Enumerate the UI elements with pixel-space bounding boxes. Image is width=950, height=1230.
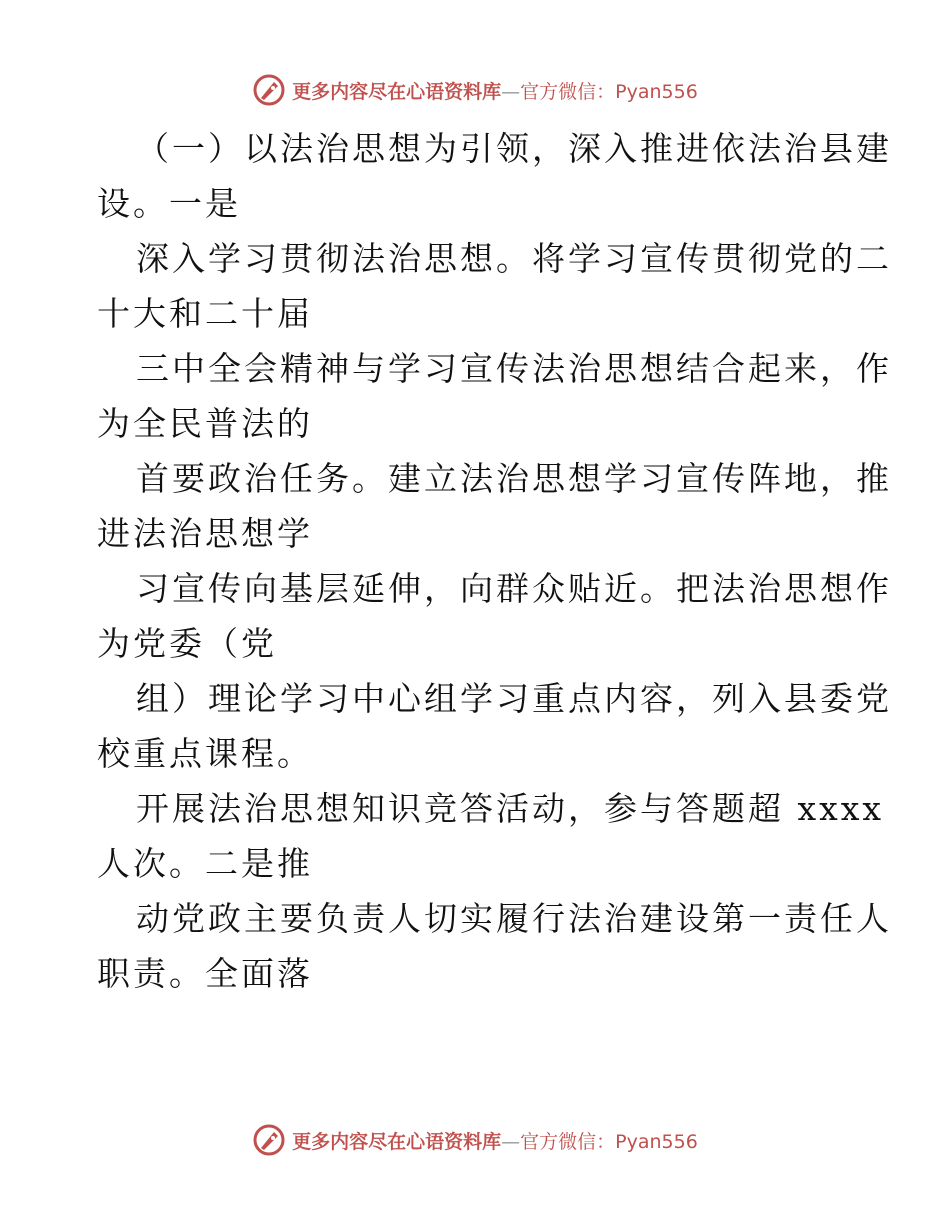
document-body xyxy=(97,121,892,1001)
footer-contact: 官方微信：Pyan556 xyxy=(520,1130,698,1153)
text-line: 职责。全面落 xyxy=(97,954,313,993)
text-line: 深入学习贯彻法治思想。将学习宣传贯彻党的二 xyxy=(136,239,892,278)
text-line: 十大和二十届 xyxy=(97,294,313,333)
footer-brand: 更多内容尽在心语资料库 xyxy=(292,1130,502,1153)
header-banner xyxy=(0,70,950,110)
pen-nib-icon xyxy=(252,1123,286,1157)
text-line: 开展法治思想知识竞答活动，参与答题超 xxxx xyxy=(136,789,884,828)
text-line: 习宣传向基层延伸，向群众贴近。把法治思想作 xyxy=(136,569,892,608)
text-line: 组）理论学习中心组学习重点内容，列入县委党 xyxy=(136,679,892,718)
text-line: （一）以法治思想为引领，深入推进依法治县建 xyxy=(136,129,892,168)
text-line: 进法治思想学 xyxy=(97,514,313,553)
footer-banner xyxy=(0,1120,950,1160)
pen-nib-icon xyxy=(252,73,286,107)
header-contact: 官方微信：Pyan556 xyxy=(520,80,698,103)
text-line: 动党政主要负责人切实履行法治建设第一责任人 xyxy=(136,899,892,938)
text-line: 人次。二是推 xyxy=(97,844,313,883)
header-brand: 更多内容尽在心语资料库 xyxy=(292,80,502,103)
text-line: 首要政治任务。建立法治思想学习宣传阵地，推 xyxy=(136,459,892,498)
text-line: 为全民普法的 xyxy=(97,404,313,443)
header-text xyxy=(292,77,698,104)
text-line: 三中全会精神与学习宣传法治思想结合起来，作 xyxy=(136,349,892,388)
text-line: 为党委（党 xyxy=(97,624,277,663)
footer-text xyxy=(292,1127,698,1154)
text-line: 设。一是 xyxy=(97,184,241,223)
header-separator: — xyxy=(501,80,521,103)
footer-separator: — xyxy=(501,1130,521,1153)
text-line: 校重点课程。 xyxy=(97,734,313,773)
